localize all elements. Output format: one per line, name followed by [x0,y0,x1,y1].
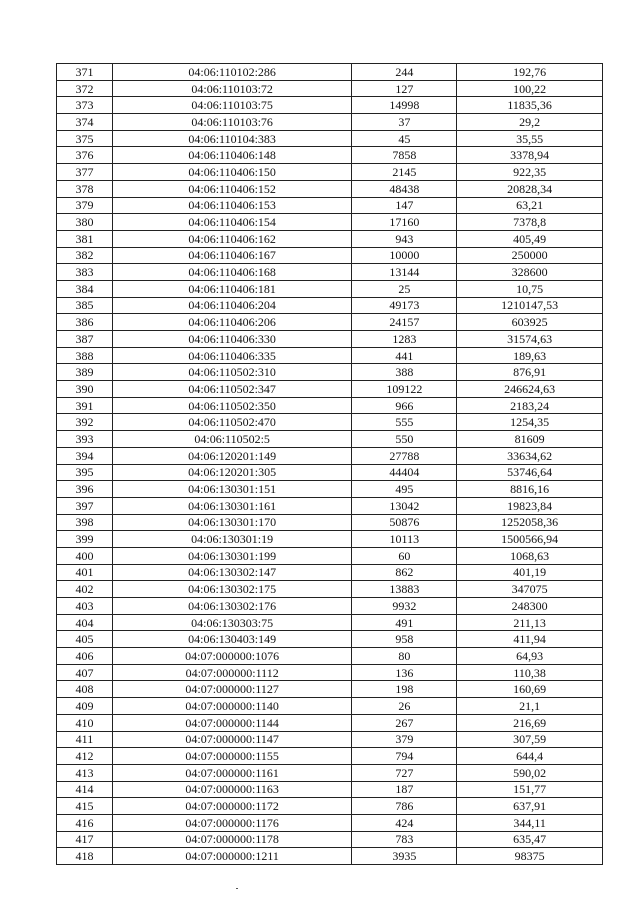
table-row [57,648,603,665]
row-number-cell: 387 [57,331,113,348]
cadastral-number-cell: 04:06:110406:204 [112,297,352,314]
value-cell: 307,59 [457,731,603,748]
table-row [57,664,603,681]
value-cell: 98375 [457,848,603,865]
area-cell: 14998 [352,97,457,114]
cadastral-number-cell: 04:07:000000:1178 [112,831,352,848]
table-row [57,297,603,314]
table-row [57,514,603,531]
table-row [57,64,603,81]
area-cell: 49173 [352,297,457,314]
table-row [57,314,603,331]
cadastral-number-cell: 04:07:000000:1161 [112,764,352,781]
area-cell: 7858 [352,147,457,164]
table-row [57,781,603,798]
value-cell: 35,55 [457,130,603,147]
value-cell: 405,49 [457,230,603,247]
value-cell: 248300 [457,598,603,615]
cadastral-number-cell: 04:07:000000:1163 [112,781,352,798]
area-cell: 127 [352,80,457,97]
row-number-cell: 394 [57,447,113,464]
area-cell: 2145 [352,164,457,181]
cadastral-number-cell: 04:07:000000:1140 [112,698,352,715]
table-row [57,431,603,448]
area-cell: 27788 [352,447,457,464]
area-cell: 60 [352,547,457,564]
row-number-cell: 395 [57,464,113,481]
table-row [57,764,603,781]
cadastral-number-cell: 04:06:120201:149 [112,447,352,464]
table-row [57,264,603,281]
value-cell: 347075 [457,581,603,598]
table-row [57,547,603,564]
area-cell: 388 [352,364,457,381]
cadastral-number-cell: 04:06:130302:147 [112,564,352,581]
table-row [57,614,603,631]
value-cell: 603925 [457,314,603,331]
value-cell: 81609 [457,431,603,448]
area-cell: 9932 [352,598,457,615]
cadastral-number-cell: 04:06:110502:470 [112,414,352,431]
value-cell: 922,35 [457,164,603,181]
value-cell: 590,02 [457,764,603,781]
table-row [57,814,603,831]
cadastral-number-cell: 04:06:110104:383 [112,130,352,147]
cadastral-number-cell: 04:06:110406:181 [112,280,352,297]
area-cell: 424 [352,814,457,831]
table-row [57,748,603,765]
row-number-cell: 381 [57,230,113,247]
row-number-cell: 413 [57,764,113,781]
area-cell: 24157 [352,314,457,331]
table-row [57,464,603,481]
row-number-cell: 404 [57,614,113,631]
row-number-cell: 416 [57,814,113,831]
table-row [57,180,603,197]
value-cell: 211,13 [457,614,603,631]
area-cell: 3935 [352,848,457,865]
table-row [57,364,603,381]
row-number-cell: 415 [57,798,113,815]
row-number-cell: 378 [57,180,113,197]
area-cell: 50876 [352,514,457,531]
row-number-cell: 393 [57,431,113,448]
row-number-cell: 380 [57,214,113,231]
area-cell: 267 [352,714,457,731]
area-cell: 441 [352,347,457,364]
area-cell: 187 [352,781,457,798]
area-cell: 786 [352,798,457,815]
table-row [57,397,603,414]
value-cell: 250000 [457,247,603,264]
cadastral-number-cell: 04:06:130301:19 [112,531,352,548]
cadastral-number-cell: 04:07:000000:1172 [112,798,352,815]
row-number-cell: 384 [57,280,113,297]
row-number-cell: 386 [57,314,113,331]
cadastral-number-cell: 04:07:000000:1127 [112,681,352,698]
row-number-cell: 388 [57,347,113,364]
value-cell: 29,2 [457,114,603,131]
area-cell: 495 [352,481,457,498]
area-cell: 966 [352,397,457,414]
table-row [57,130,603,147]
value-cell: 53746,64 [457,464,603,481]
value-cell: 637,91 [457,798,603,815]
row-number-cell: 390 [57,381,113,398]
cadastral-number-cell: 04:07:000000:1147 [112,731,352,748]
row-number-cell: 409 [57,698,113,715]
row-number-cell: 382 [57,247,113,264]
table-row [57,497,603,514]
table-row [57,164,603,181]
value-cell: 151,77 [457,781,603,798]
value-cell: 11835,36 [457,97,603,114]
area-cell: 943 [352,230,457,247]
value-cell: 876,91 [457,364,603,381]
area-cell: 862 [352,564,457,581]
value-cell: 160,69 [457,681,603,698]
table-row [57,531,603,548]
row-number-cell: 374 [57,114,113,131]
row-number-cell: 399 [57,531,113,548]
cadastral-number-cell: 04:06:110406:150 [112,164,352,181]
table-row [57,197,603,214]
value-cell: 8816,16 [457,481,603,498]
cadastral-number-cell: 04:06:130301:161 [112,497,352,514]
scan-speck [236,888,238,889]
area-cell: 555 [352,414,457,431]
row-number-cell: 398 [57,514,113,531]
cadastral-number-cell: 04:06:130403:149 [112,631,352,648]
area-cell: 1283 [352,331,457,348]
value-cell: 31574,63 [457,331,603,348]
value-cell: 3378,94 [457,147,603,164]
row-number-cell: 402 [57,581,113,598]
table-row [57,80,603,97]
row-number-cell: 385 [57,297,113,314]
area-cell: 198 [352,681,457,698]
row-number-cell: 410 [57,714,113,731]
area-cell: 244 [352,64,457,81]
row-number-cell: 414 [57,781,113,798]
table-row [57,147,603,164]
table-row [57,714,603,731]
value-cell: 7378,8 [457,214,603,231]
table-row [57,481,603,498]
cadastral-number-cell: 04:06:110103:76 [112,114,352,131]
row-number-cell: 406 [57,648,113,665]
cadastral-number-cell: 04:06:110502:310 [112,364,352,381]
cadastral-number-cell: 04:06:110406:335 [112,347,352,364]
area-cell: 727 [352,764,457,781]
area-cell: 550 [352,431,457,448]
table-row [57,414,603,431]
area-cell: 794 [352,748,457,765]
table-row [57,698,603,715]
cadastral-number-cell: 04:07:000000:1176 [112,814,352,831]
cadastral-number-cell: 04:06:110502:350 [112,397,352,414]
value-cell: 33634,62 [457,447,603,464]
value-cell: 216,69 [457,714,603,731]
table-row [57,280,603,297]
value-cell: 20828,34 [457,180,603,197]
row-number-cell: 392 [57,414,113,431]
row-number-cell: 373 [57,97,113,114]
area-cell: 13883 [352,581,457,598]
row-number-cell: 407 [57,664,113,681]
value-cell: 246624,63 [457,381,603,398]
cadastral-number-cell: 04:06:110502:347 [112,381,352,398]
area-cell: 147 [352,197,457,214]
area-cell: 44404 [352,464,457,481]
row-number-cell: 411 [57,731,113,748]
area-cell: 109122 [352,381,457,398]
row-number-cell: 403 [57,598,113,615]
table-row [57,631,603,648]
table-row [57,798,603,815]
area-cell: 10000 [352,247,457,264]
table-row [57,214,603,231]
value-cell: 64,93 [457,648,603,665]
cadastral-number-cell: 04:06:110406:330 [112,331,352,348]
value-cell: 21,1 [457,698,603,715]
table-row [57,247,603,264]
value-cell: 192,76 [457,64,603,81]
cadastral-number-cell: 04:07:000000:1211 [112,848,352,865]
area-cell: 958 [352,631,457,648]
cadastral-number-cell: 04:07:000000:1155 [112,748,352,765]
row-number-cell: 391 [57,397,113,414]
row-number-cell: 417 [57,831,113,848]
cadastral-number-cell: 04:06:110406:153 [112,197,352,214]
value-cell: 19823,84 [457,497,603,514]
table-row [57,97,603,114]
cadastral-number-cell: 04:06:110406:168 [112,264,352,281]
cadastral-number-cell: 04:06:110102:286 [112,64,352,81]
table-body [57,64,603,865]
cadastral-number-cell: 04:07:000000:1076 [112,648,352,665]
table-row [57,731,603,748]
value-cell: 10,75 [457,280,603,297]
row-number-cell: 377 [57,164,113,181]
cadastral-number-cell: 04:06:110502:5 [112,431,352,448]
table-row [57,381,603,398]
area-cell: 379 [352,731,457,748]
area-cell: 136 [352,664,457,681]
row-number-cell: 379 [57,197,113,214]
area-cell: 25 [352,280,457,297]
area-cell: 491 [352,614,457,631]
row-number-cell: 397 [57,497,113,514]
value-cell: 1500566,94 [457,531,603,548]
table-row [57,681,603,698]
value-cell: 1252058,36 [457,514,603,531]
value-cell: 635,47 [457,831,603,848]
row-number-cell: 383 [57,264,113,281]
table-row [57,114,603,131]
value-cell: 1068,63 [457,547,603,564]
value-cell: 63,21 [457,197,603,214]
table-row [57,598,603,615]
area-cell: 13144 [352,264,457,281]
cadastral-number-cell: 04:06:110406:152 [112,180,352,197]
value-cell: 644,4 [457,748,603,765]
table-row [57,331,603,348]
row-number-cell: 372 [57,80,113,97]
value-cell: 189,63 [457,347,603,364]
cadastral-number-cell: 04:06:130301:151 [112,481,352,498]
row-number-cell: 418 [57,848,113,865]
cadastral-number-cell: 04:06:130301:170 [112,514,352,531]
area-cell: 37 [352,114,457,131]
cadastral-table [56,63,603,865]
cadastral-number-cell: 04:06:130302:176 [112,598,352,615]
area-cell: 783 [352,831,457,848]
area-cell: 45 [352,130,457,147]
value-cell: 401,19 [457,564,603,581]
row-number-cell: 376 [57,147,113,164]
cadastral-number-cell: 04:06:110103:72 [112,80,352,97]
cadastral-number-cell: 04:06:110406:154 [112,214,352,231]
area-cell: 26 [352,698,457,715]
row-number-cell: 375 [57,130,113,147]
cadastral-number-cell: 04:06:110406:167 [112,247,352,264]
row-number-cell: 389 [57,364,113,381]
cadastral-number-cell: 04:07:000000:1112 [112,664,352,681]
row-number-cell: 400 [57,547,113,564]
row-number-cell: 408 [57,681,113,698]
value-cell: 344,11 [457,814,603,831]
value-cell: 411,94 [457,631,603,648]
area-cell: 17160 [352,214,457,231]
row-number-cell: 371 [57,64,113,81]
table-row [57,848,603,865]
value-cell: 328600 [457,264,603,281]
cadastral-number-cell: 04:07:000000:1144 [112,714,352,731]
table-row [57,447,603,464]
cadastral-number-cell: 04:06:130303:75 [112,614,352,631]
value-cell: 2183,24 [457,397,603,414]
value-cell: 100,22 [457,80,603,97]
area-cell: 48438 [352,180,457,197]
value-cell: 1254,35 [457,414,603,431]
value-cell: 110,38 [457,664,603,681]
table-row [57,831,603,848]
table-row [57,347,603,364]
area-cell: 10113 [352,531,457,548]
table-row [57,564,603,581]
row-number-cell: 412 [57,748,113,765]
cadastral-number-cell: 04:06:130301:199 [112,547,352,564]
table-row [57,230,603,247]
cadastral-number-cell: 04:06:120201:305 [112,464,352,481]
cadastral-number-cell: 04:06:110406:162 [112,230,352,247]
row-number-cell: 396 [57,481,113,498]
cadastral-number-cell: 04:06:130302:175 [112,581,352,598]
table-row [57,581,603,598]
row-number-cell: 405 [57,631,113,648]
cadastral-number-cell: 04:06:110406:148 [112,147,352,164]
cadastral-number-cell: 04:06:110406:206 [112,314,352,331]
area-cell: 80 [352,648,457,665]
cadastral-number-cell: 04:06:110103:75 [112,97,352,114]
value-cell: 1210147,53 [457,297,603,314]
area-cell: 13042 [352,497,457,514]
row-number-cell: 401 [57,564,113,581]
